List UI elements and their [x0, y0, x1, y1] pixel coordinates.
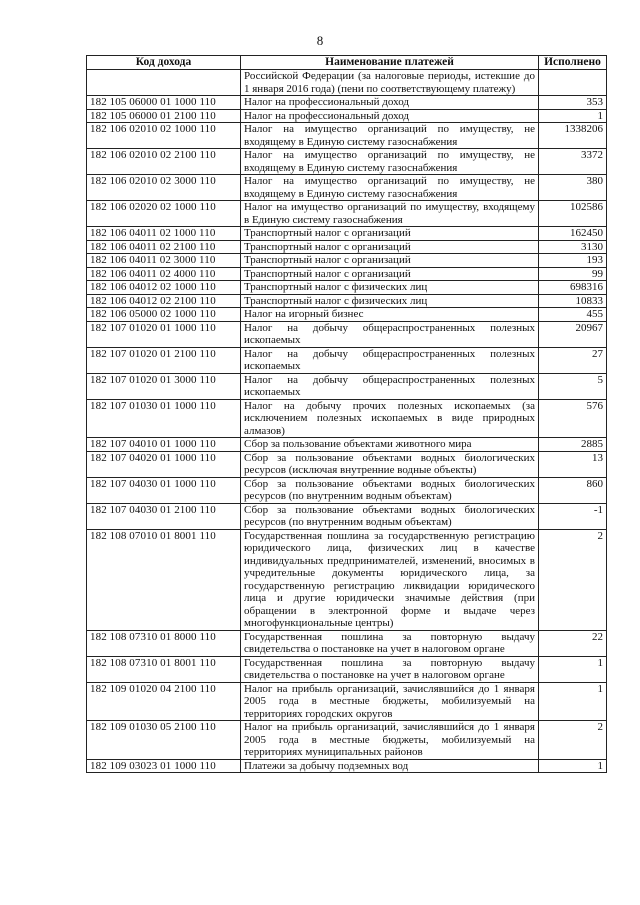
name-cell: Транспортный налог с физических лиц — [241, 281, 539, 295]
table-row — [87, 399, 607, 438]
table-row — [87, 308, 607, 322]
table-row — [87, 373, 607, 399]
code-cell: 182 107 01020 01 2100 110 — [87, 347, 241, 373]
name-cell: Налог на профессиональный доход — [241, 109, 539, 123]
header-code: Код дохода — [87, 56, 241, 70]
value-cell — [539, 70, 607, 96]
name-cell: Налог на прибыль организаций, зачислявшийся до 1 января 2005 года в местные бюджеты, мобилизуемый на территориях городских округов — [241, 682, 539, 721]
code-cell: 182 107 04010 01 1000 110 — [87, 438, 241, 452]
table-row — [87, 70, 607, 96]
code-cell: 182 106 02010 02 2100 110 — [87, 149, 241, 175]
code-cell: 182 106 05000 02 1000 110 — [87, 308, 241, 322]
value-cell: 2 — [539, 529, 607, 630]
name-cell: Сбор за пользование объектами водных биологических ресурсов (по внутренним водным объектам) — [241, 503, 539, 529]
table-row — [87, 123, 607, 149]
code-cell: 182 106 04011 02 2100 110 — [87, 240, 241, 254]
table-row — [87, 254, 607, 268]
table-row — [87, 682, 607, 721]
value-cell: 3372 — [539, 149, 607, 175]
table-row — [87, 109, 607, 123]
code-cell: 182 106 04011 02 3000 110 — [87, 254, 241, 268]
name-cell: Транспортный налог с организаций — [241, 267, 539, 281]
value-cell: 22 — [539, 630, 607, 656]
code-cell: 182 108 07310 01 8001 110 — [87, 656, 241, 682]
value-cell: 10833 — [539, 294, 607, 308]
value-cell: 698316 — [539, 281, 607, 295]
value-cell: 1 — [539, 109, 607, 123]
name-cell: Транспортный налог с организаций — [241, 254, 539, 268]
name-cell: Российской Федерации (за налоговые периоды, истекшие до 1 января 2016 года) (пени по соответствующему платежу) — [241, 70, 539, 96]
table-row — [87, 438, 607, 452]
table-row — [87, 227, 607, 241]
code-cell: 182 109 01020 04 2100 110 — [87, 682, 241, 721]
table-row — [87, 721, 607, 760]
table-row — [87, 451, 607, 477]
name-cell: Налог на имущество организаций по имуществу, не входящему в Единую систему газоснабжения — [241, 123, 539, 149]
page-number: 8 — [316, 33, 324, 48]
value-cell: 5 — [539, 373, 607, 399]
table-row — [87, 240, 607, 254]
code-cell: 182 107 01020 01 1000 110 — [87, 321, 241, 347]
table-row — [87, 477, 607, 503]
code-cell: 182 106 02010 02 3000 110 — [87, 175, 241, 201]
value-cell: 1 — [539, 759, 607, 773]
value-cell: 860 — [539, 477, 607, 503]
table-row — [87, 149, 607, 175]
code-cell: 182 107 01030 01 1000 110 — [87, 399, 241, 438]
name-cell: Сбор за пользование объектами водных биологических ресурсов (по внутренним водным объектам) — [241, 477, 539, 503]
name-cell: Налог на имущество организаций по имуществу, не входящему в Единую систему газоснабжения — [241, 149, 539, 175]
header-value: Исполнено — [539, 56, 607, 70]
value-cell: 576 — [539, 399, 607, 438]
value-cell: 2885 — [539, 438, 607, 452]
value-cell: 102586 — [539, 201, 607, 227]
table-row — [87, 759, 607, 773]
code-cell: 182 107 04030 01 1000 110 — [87, 477, 241, 503]
value-cell: 455 — [539, 308, 607, 322]
name-cell: Налог на имущество организаций по имуществу, входящему в Единую систему газоснабжения — [241, 201, 539, 227]
table-row — [87, 630, 607, 656]
code-cell: 182 106 04012 02 1000 110 — [87, 281, 241, 295]
name-cell: Государственная пошлина за государственную регистрацию юридического лица, физических лиц в качестве индивидуальных предпринимателей, изменений, вносимых в учредительные документы юридического лица, за государственную регистрацию ликвидации юридического лица и другие юридически значимые действия (при обращении в электронной форме и выдаче через многофункциональные центры) — [241, 529, 539, 630]
code-cell: 182 109 03023 01 1000 110 — [87, 759, 241, 773]
value-cell: 3130 — [539, 240, 607, 254]
value-cell: -1 — [539, 503, 607, 529]
value-cell: 2 — [539, 721, 607, 760]
name-cell: Транспортный налог с физических лиц — [241, 294, 539, 308]
code-cell: 182 109 01030 05 2100 110 — [87, 721, 241, 760]
table-row — [87, 529, 607, 630]
table-row — [87, 281, 607, 295]
code-cell: 182 105 06000 01 2100 110 — [87, 109, 241, 123]
name-cell: Налог на имущество организаций по имуществу, не входящему в Единую систему газоснабжения — [241, 175, 539, 201]
code-cell: 182 107 04030 01 2100 110 — [87, 503, 241, 529]
table-row — [87, 175, 607, 201]
value-cell: 1 — [539, 682, 607, 721]
table-header-row — [87, 56, 607, 70]
table-row — [87, 294, 607, 308]
code-cell: 182 105 06000 01 1000 110 — [87, 96, 241, 110]
name-cell: Государственная пошлина за повторную выдачу свидетельства о постановке на учет в налоговом органе — [241, 630, 539, 656]
table-row — [87, 347, 607, 373]
name-cell: Налог на прибыль организаций, зачислявшийся до 1 января 2005 года в местные бюджеты, мобилизуемый на территориях муниципальных районов — [241, 721, 539, 760]
header-name: Наименование платежей — [241, 56, 539, 70]
code-cell: 182 107 01020 01 3000 110 — [87, 373, 241, 399]
name-cell: Сбор за пользование объектами водных биологических ресурсов (исключая внутренние водные объекты) — [241, 451, 539, 477]
value-cell: 380 — [539, 175, 607, 201]
name-cell: Налог на добычу прочих полезных ископаемых (за исключением полезных ископаемых в виде природных алмазов) — [241, 399, 539, 438]
table-row — [87, 321, 607, 347]
name-cell: Налог на игорный бизнес — [241, 308, 539, 322]
code-cell: 182 106 04011 02 1000 110 — [87, 227, 241, 241]
name-cell: Налог на добычу общераспространенных полезных ископаемых — [241, 321, 539, 347]
value-cell: 1 — [539, 656, 607, 682]
value-cell: 20967 — [539, 321, 607, 347]
table-row — [87, 96, 607, 110]
value-cell: 27 — [539, 347, 607, 373]
name-cell: Налог на добычу общераспространенных полезных ископаемых — [241, 347, 539, 373]
table-row — [87, 267, 607, 281]
table-row — [87, 503, 607, 529]
table-body — [87, 70, 607, 773]
code-cell: 182 106 02020 02 1000 110 — [87, 201, 241, 227]
code-cell: 182 108 07310 01 8000 110 — [87, 630, 241, 656]
value-cell: 99 — [539, 267, 607, 281]
revenue-table — [86, 55, 607, 773]
code-cell: 182 106 04012 02 2100 110 — [87, 294, 241, 308]
code-cell: 182 106 02010 02 1000 110 — [87, 123, 241, 149]
code-cell: 182 106 04011 02 4000 110 — [87, 267, 241, 281]
value-cell: 162450 — [539, 227, 607, 241]
value-cell: 1338206 — [539, 123, 607, 149]
name-cell: Сбор за пользование объектами животного мира — [241, 438, 539, 452]
name-cell: Транспортный налог с организаций — [241, 240, 539, 254]
revenue-table-container — [86, 55, 606, 773]
code-cell: 182 108 07010 01 8001 110 — [87, 529, 241, 630]
code-cell — [87, 70, 241, 96]
code-cell: 182 107 04020 01 1000 110 — [87, 451, 241, 477]
name-cell: Налог на профессиональный доход — [241, 96, 539, 110]
name-cell: Государственная пошлина за повторную выдачу свидетельства о постановке на учет в налоговом органе — [241, 656, 539, 682]
name-cell: Налог на добычу общераспространенных полезных ископаемых — [241, 373, 539, 399]
table-row — [87, 201, 607, 227]
value-cell: 353 — [539, 96, 607, 110]
table-row — [87, 656, 607, 682]
name-cell: Платежи за добычу подземных вод — [241, 759, 539, 773]
value-cell: 13 — [539, 451, 607, 477]
name-cell: Транспортный налог с организаций — [241, 227, 539, 241]
value-cell: 193 — [539, 254, 607, 268]
